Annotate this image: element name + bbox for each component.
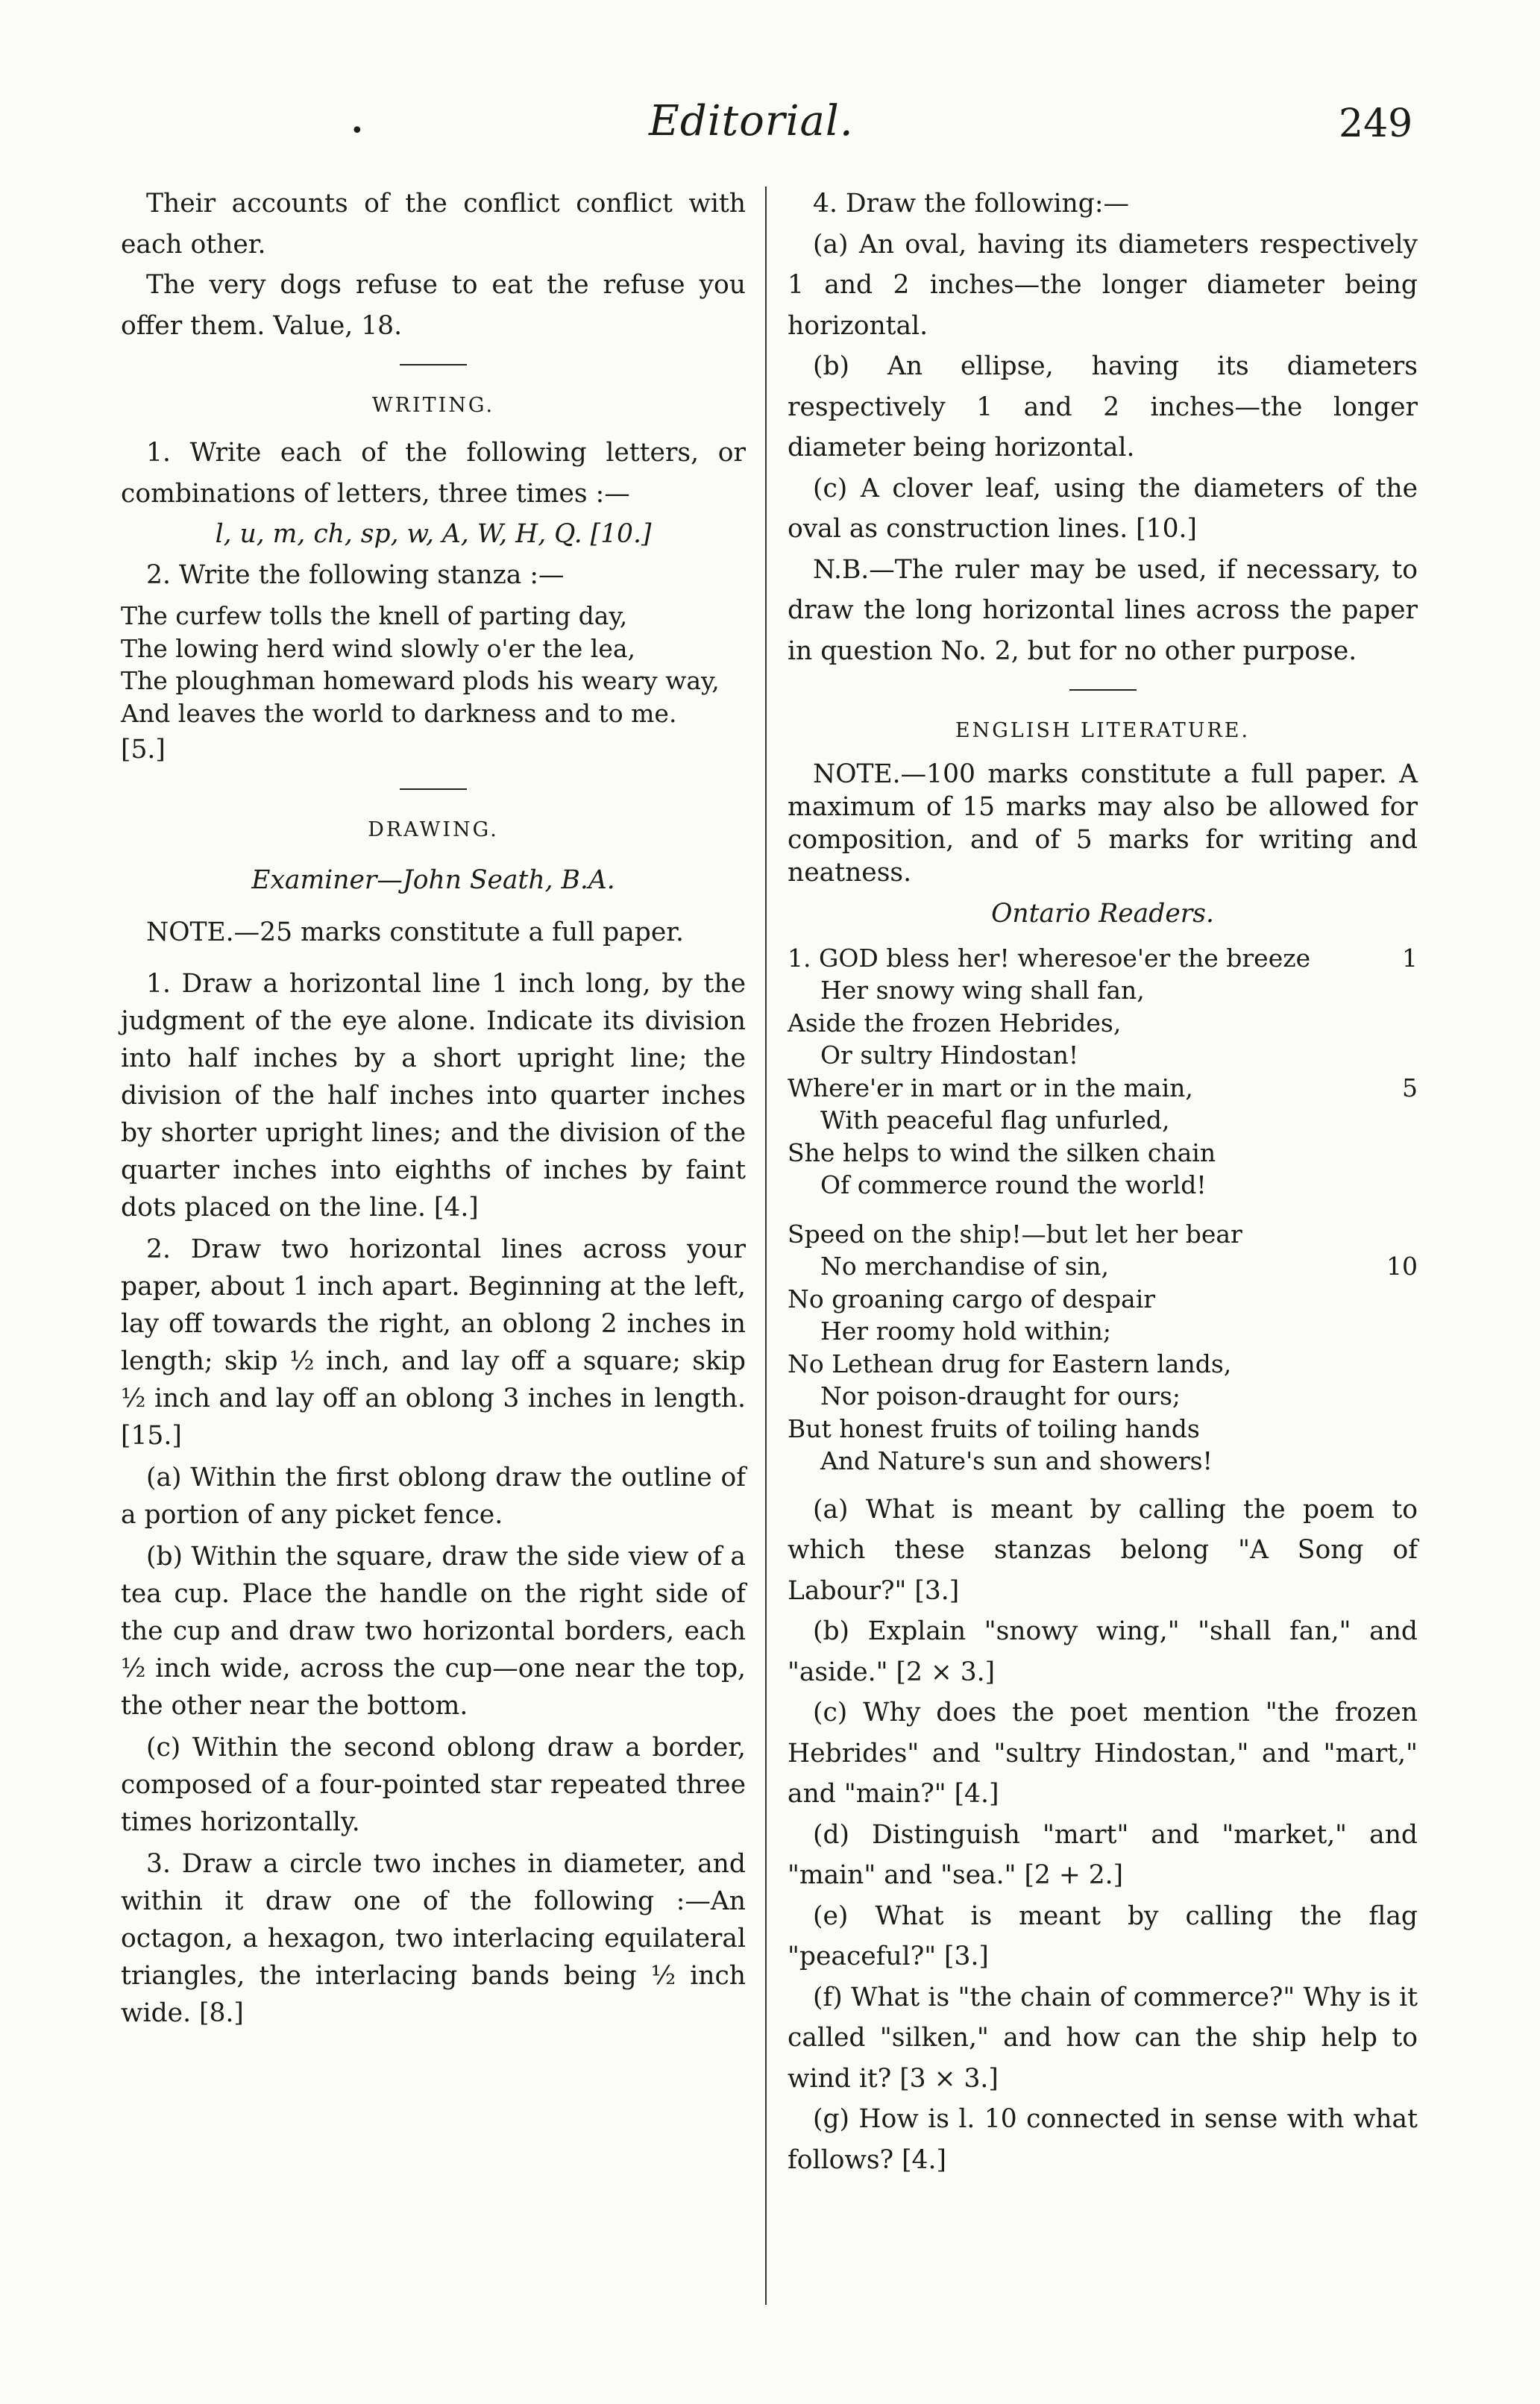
question: (g) How is l. 10 connected in sense with what follows? [4.] xyxy=(788,2104,1418,2175)
poem-stanza xyxy=(788,942,1418,1202)
sub-question: (b) Within the square, draw the side view of a tea cup. Place the handle on the right side of the cup and draw two horizontal borders, each ½ inch wide, across the cup—one near the top, the other near the bottom. xyxy=(121,1541,746,1721)
verse-line xyxy=(788,942,1418,975)
question: 3. Draw a circle two inches in diameter, and within it draw one of the following :—An octagon, a hexagon, two interlacing equilateral triangles, the interlacing bands being ½ inch wide. [8.] xyxy=(121,1848,746,2028)
right-column xyxy=(788,183,1418,2180)
verse-text: Nor poison-draught for ours; xyxy=(820,1381,1181,1410)
question: 2. Write the following stanza :— xyxy=(146,559,565,590)
note: NOTE.—25 marks constitute a full paper. xyxy=(146,917,684,947)
verse-line xyxy=(788,1218,1418,1251)
verse-text: No Lethean drug for Eastern lands, xyxy=(788,1349,1232,1378)
question: 4. Draw the following:— xyxy=(813,189,1129,219)
question: (e) What is meant by calling the flag "peaceful?" [3.] xyxy=(788,1901,1418,1971)
stanza-gap xyxy=(788,1202,1418,1218)
stanza xyxy=(121,600,746,729)
page-header xyxy=(0,97,1540,164)
line-number: 1 xyxy=(1402,943,1418,973)
verse-line xyxy=(788,1348,1418,1381)
section-separator xyxy=(400,364,467,365)
verse-line xyxy=(788,1039,1418,1072)
verse-text: Her roomy hold within; xyxy=(820,1316,1112,1346)
sub-question: (c) A clover leaf, using the diameters of the oval as construction lines. [10.] xyxy=(788,473,1418,544)
running-title: Editorial. xyxy=(649,97,854,145)
verse-text: Of commerce round the world! xyxy=(820,1170,1207,1199)
verse-text: With peaceful flag unfurled, xyxy=(820,1105,1170,1134)
verse-text: No merchandise of sin, xyxy=(820,1252,1109,1281)
line-number: 5 xyxy=(1402,1073,1418,1102)
verse-text: 1. GOD bless her! wheresoe'er the breeze xyxy=(788,943,1311,973)
verse-line: The curfew tolls the knell of parting day, xyxy=(121,601,628,630)
note: N.B.—The ruler may be used, if necessary, to draw the long horizontal lines across the paper in question No. 2, but for no other purpose. xyxy=(788,554,1418,666)
examiner: Examiner—John Seath, B.A. xyxy=(251,864,615,895)
verse-line xyxy=(788,1250,1418,1283)
verse-line xyxy=(788,974,1418,1007)
question: (a) What is meant by calling the poem to which these stanzas belong "A Song of Labour?" [3.] xyxy=(788,1494,1418,1606)
verse-line xyxy=(788,1072,1418,1105)
sub-question: (a) An oval, having its diameters respectively 1 and 2 inches—the longer diameter being horizontal. xyxy=(788,229,1418,341)
verse-text: Speed on the ship!—but let her bear xyxy=(788,1219,1242,1249)
sub-question: (c) Within the second oblong draw a border, composed of a four-pointed star repeated three times horizontally. xyxy=(121,1732,746,1837)
verse-line xyxy=(788,1380,1418,1413)
verse-line xyxy=(788,1315,1418,1348)
verse-line xyxy=(788,1413,1418,1446)
header-bullet: • xyxy=(351,118,364,144)
verse-line xyxy=(788,1169,1418,1202)
section-separator xyxy=(400,788,467,790)
verse-line: The ploughman homeward plods his weary way, xyxy=(121,666,720,695)
question: 1. Write each of the following letters, or combinations of letters, three times :— xyxy=(121,438,746,509)
section-heading-drawing: DRAWING. xyxy=(368,817,499,841)
question: 1. Draw a horizontal line 1 inch long, by the judgment of the eye alone. Indicate its division into half inches by a short upright line; the division of the half inches into quarter inches by shorter upright lines; and the division of the quarter inches into eighths of inches by faint dots placed on the line. [4.] xyxy=(121,968,746,1223)
verse-text: Where'er in mart or in the main, xyxy=(788,1073,1193,1102)
left-column xyxy=(121,183,746,2032)
question: (d) Distinguish "mart" and "market," and "main" and "sea." [2 + 2.] xyxy=(788,1819,1418,1890)
column-divider xyxy=(765,186,767,2305)
verse-text: But honest fruits of toiling hands xyxy=(788,1413,1200,1443)
subheading-readers: Ontario Readers. xyxy=(991,899,1214,929)
verse-line xyxy=(788,1445,1418,1478)
section-separator xyxy=(1069,689,1137,691)
page-number: 249 xyxy=(1339,101,1413,146)
note: NOTE.—100 marks constitute a full paper. A maximum of 15 marks may also be allowed for composition, and of 5 marks for writing and neatness. xyxy=(788,759,1418,888)
verse-text: No groaning cargo of despair xyxy=(788,1284,1156,1314)
verse-text: Her snowy wing shall fan, xyxy=(820,976,1145,1005)
verse-text: Aside the frozen Hebrides, xyxy=(788,1008,1122,1038)
section-heading-english-literature: ENGLISH LITERATURE. xyxy=(955,719,1251,742)
verse-text: Or sultry Hindostan! xyxy=(820,1041,1079,1070)
paragraph: The very dogs refuse to eat the refuse you offer them. Value, 18. xyxy=(121,270,746,341)
letters-list: l, u, m, ch, sp, w, A, W, H, Q. [10.] xyxy=(215,519,652,549)
verse-line xyxy=(788,1104,1418,1137)
question: (f) What is "the chain of commerce?" Why is it called "silken," and how can the ship help to wind it? [3 × 3.] xyxy=(788,1982,1418,2094)
verse-text: She helps to wind the silken chain xyxy=(788,1137,1216,1167)
paragraph: Their accounts of the conflict conflict with each other. xyxy=(121,189,746,260)
line-number: 10 xyxy=(1386,1252,1418,1281)
verse-line: And leaves the world to darkness and to me. xyxy=(121,698,677,728)
verse-text: And Nature's sun and showers! xyxy=(820,1446,1213,1475)
question: (b) Explain "snowy wing," "shall fan," and "aside." [2 × 3.] xyxy=(788,1616,1418,1687)
question: 2. Draw two horizontal lines across your paper, about 1 inch apart. Beginning at the left, lay off towards the right, an oblong 2 inches in length; skip ½ inch, and lay off a square; skip ½ inch and lay off an oblong 3 inches in length. [15.] xyxy=(121,1234,746,1451)
verse-line xyxy=(788,1007,1418,1040)
verse-line xyxy=(788,1137,1418,1170)
poem-stanza xyxy=(788,1218,1418,1478)
section-heading-writing: WRITING. xyxy=(371,394,495,417)
verse-line: The lowing herd wind slowly o'er the lea, xyxy=(121,633,636,663)
verse-line xyxy=(788,1283,1418,1316)
sub-question: (a) Within the first oblong draw the outline of a portion of any picket fence. xyxy=(121,1462,746,1530)
sub-question: (b) An ellipse, having its diameters respectively 1 and 2 inches—the longer diameter being horizontal. xyxy=(788,351,1418,462)
marks: [5.] xyxy=(121,735,166,765)
question: (c) Why does the poet mention "the frozen Hebrides" and "sultry Hindostan," and "mart," and "main?" [4.] xyxy=(788,1698,1418,1809)
